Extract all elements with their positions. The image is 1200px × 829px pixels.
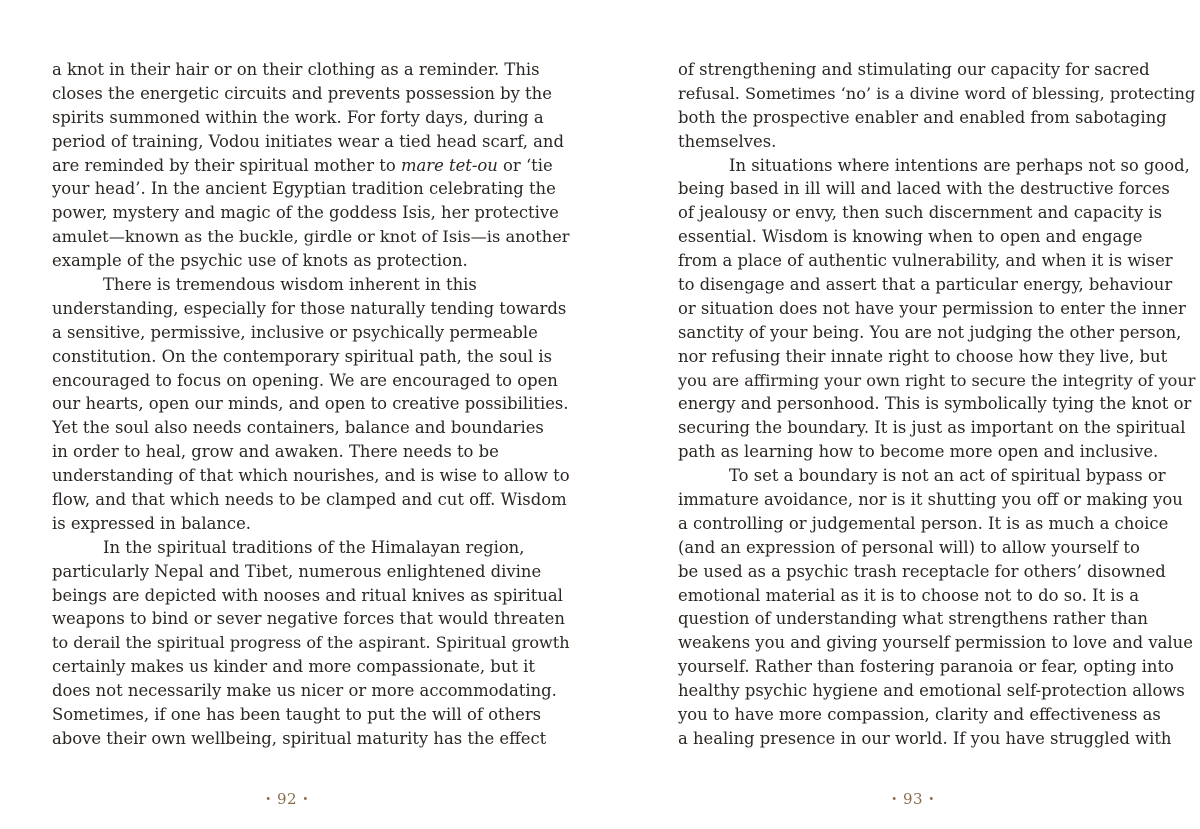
text-line: period of training, Vodou initiates wear a tied head scarf, and: [52, 131, 564, 151]
text-line: you are affirming your own right to secure the integrity of your: [678, 370, 1196, 390]
text-line: immature avoidance, nor is it shutting you off or making you: [678, 490, 1183, 510]
text-line: question of understanding what strengthens rather than: [678, 609, 1148, 629]
text-line: amulet—known as the buckle, girdle or knot of Isis—is another: [52, 227, 570, 247]
text-line: encouraged to focus on opening. We are encouraged to open: [52, 370, 558, 390]
text-line: certainly makes us kinder and more compassionate, but it: [52, 657, 535, 677]
text-line: of strengthening and stimulating our capacity for sacred: [678, 60, 1150, 79]
text-line: is expressed in balance.: [52, 513, 251, 533]
paragraph-start-line: To set a boundary is not an act of spiritual bypass or: [729, 466, 1166, 486]
text-line: both the prospective enabler and enabled from sabotaging: [678, 107, 1167, 127]
left-page-text: [52, 58, 572, 751]
text-span: are reminded by their spiritual mother to: [52, 155, 401, 175]
paragraph-start-line: There is tremendous wisdom inherent in this: [103, 275, 477, 295]
text-line: constitution. On the contemporary spiritual path, the soul is: [52, 346, 553, 366]
page-number-value: 93: [902, 790, 924, 808]
text-line: you to have more compassion, clarity and effectiveness as: [678, 705, 1161, 725]
text-line: sanctity of your being. You are not judging the other person,: [678, 322, 1182, 342]
text-line: a controlling or judgemental person. It is as much a choice: [678, 513, 1169, 533]
text-line: flow, and that which needs to be clamped and cut off. Wisdom: [52, 490, 567, 510]
text-line: Yet the soul also needs containers, balance and boundaries: [52, 418, 544, 438]
italic-phrase: mare tet-ou: [400, 155, 498, 175]
text-line: energy and personhood. This is symbolically tying the knot or: [678, 394, 1192, 414]
text-line: from a place of authentic vulnerability, and when it is wiser: [678, 251, 1173, 271]
text-line: yourself. Rather than fostering paranoia or fear, opting into: [678, 657, 1174, 677]
text-line: securing the boundary. It is just as important on the spiritual: [678, 418, 1186, 438]
bullet-ornament: •: [265, 794, 272, 806]
text-line: spirits summoned within the work. For forty days, during a: [52, 107, 544, 127]
text-line: beings are depicted with nooses and ritual knives as spiritual: [52, 585, 563, 605]
text-line: in order to heal, grow and awaken. There needs to be: [52, 442, 499, 462]
text-line: healthy psychic hygiene and emotional self-protection allows: [678, 681, 1185, 701]
text-line: themselves.: [678, 131, 777, 151]
text-line: understanding, especially for those naturally tending towards: [52, 298, 567, 318]
right-page-text: [678, 58, 1198, 751]
page-number-left: [52, 790, 522, 808]
text-line: closes the energetic circuits and prevents possession by the: [52, 83, 552, 103]
text-line: particularly Nepal and Tibet, numerous enlightened divine: [52, 561, 542, 581]
left-page: [52, 0, 572, 829]
page-number-value: 92: [276, 790, 298, 808]
text-line: to disengage and assert that a particular energy, behaviour: [678, 275, 1173, 295]
paragraph-start-line: In situations where intentions are perhaps not so good,: [729, 155, 1190, 175]
right-page: [678, 0, 1198, 829]
text-line: a healing presence in our world. If you have struggled with: [678, 728, 1172, 748]
text-line: weakens you and giving yourself permission to love and value: [678, 633, 1193, 653]
text-line: Sometimes, if one has been taught to put the will of others: [52, 705, 542, 725]
text-line: or situation does not have your permission to enter the inner: [678, 298, 1186, 318]
text-line: a sensitive, permissive, inclusive or psychically permeable: [52, 322, 538, 342]
text-line: a knot in their hair or on their clothing as a reminder. This: [52, 60, 540, 79]
text-line: (and an expression of personal will) to allow yourself to: [678, 537, 1140, 557]
text-line: your head’. In the ancient Egyptian tradition celebrating the: [52, 179, 556, 199]
text-line: nor refusing their innate right to choose how they live, but: [678, 346, 1168, 366]
bullet-ornament: •: [302, 794, 309, 806]
text-line: [52, 154, 572, 178]
text-line: being based in ill will and laced with the destructive forces: [678, 179, 1170, 199]
text-line: path as learning how to become more open and inclusive.: [678, 442, 1159, 462]
text-line: of jealousy or envy, then such discernment and capacity is: [678, 203, 1163, 223]
text-line: weapons to bind or sever negative forces that would threaten: [52, 609, 565, 629]
page-number-right: [678, 790, 1148, 808]
text-line: power, mystery and magic of the goddess Isis, her protective: [52, 203, 559, 223]
paragraph-start-line: In the spiritual traditions of the Himalayan region,: [103, 537, 525, 557]
text-line: be used as a psychic trash receptacle for others’ disowned: [678, 561, 1166, 581]
text-span: or ‘tie: [497, 155, 553, 175]
text-line: refusal. Sometimes ‘no’ is a divine word of blessing, protecting: [678, 83, 1196, 103]
text-line: our hearts, open our minds, and open to creative possibilities.: [52, 394, 569, 414]
bullet-ornament: •: [891, 794, 898, 806]
bullet-ornament: •: [928, 794, 935, 806]
text-line: understanding of that which nourishes, and is wise to allow to: [52, 466, 570, 486]
text-line: does not necessarily make us nicer or more accommodating.: [52, 681, 557, 701]
text-line: emotional material as it is to choose not to do so. It is a: [678, 585, 1140, 605]
text-line: above their own wellbeing, spiritual maturity has the effect: [52, 728, 547, 748]
text-line: to derail the spiritual progress of the aspirant. Spiritual growth: [52, 633, 570, 653]
text-line: example of the psychic use of knots as protection.: [52, 251, 468, 271]
text-line: essential. Wisdom is knowing when to open and engage: [678, 227, 1143, 247]
